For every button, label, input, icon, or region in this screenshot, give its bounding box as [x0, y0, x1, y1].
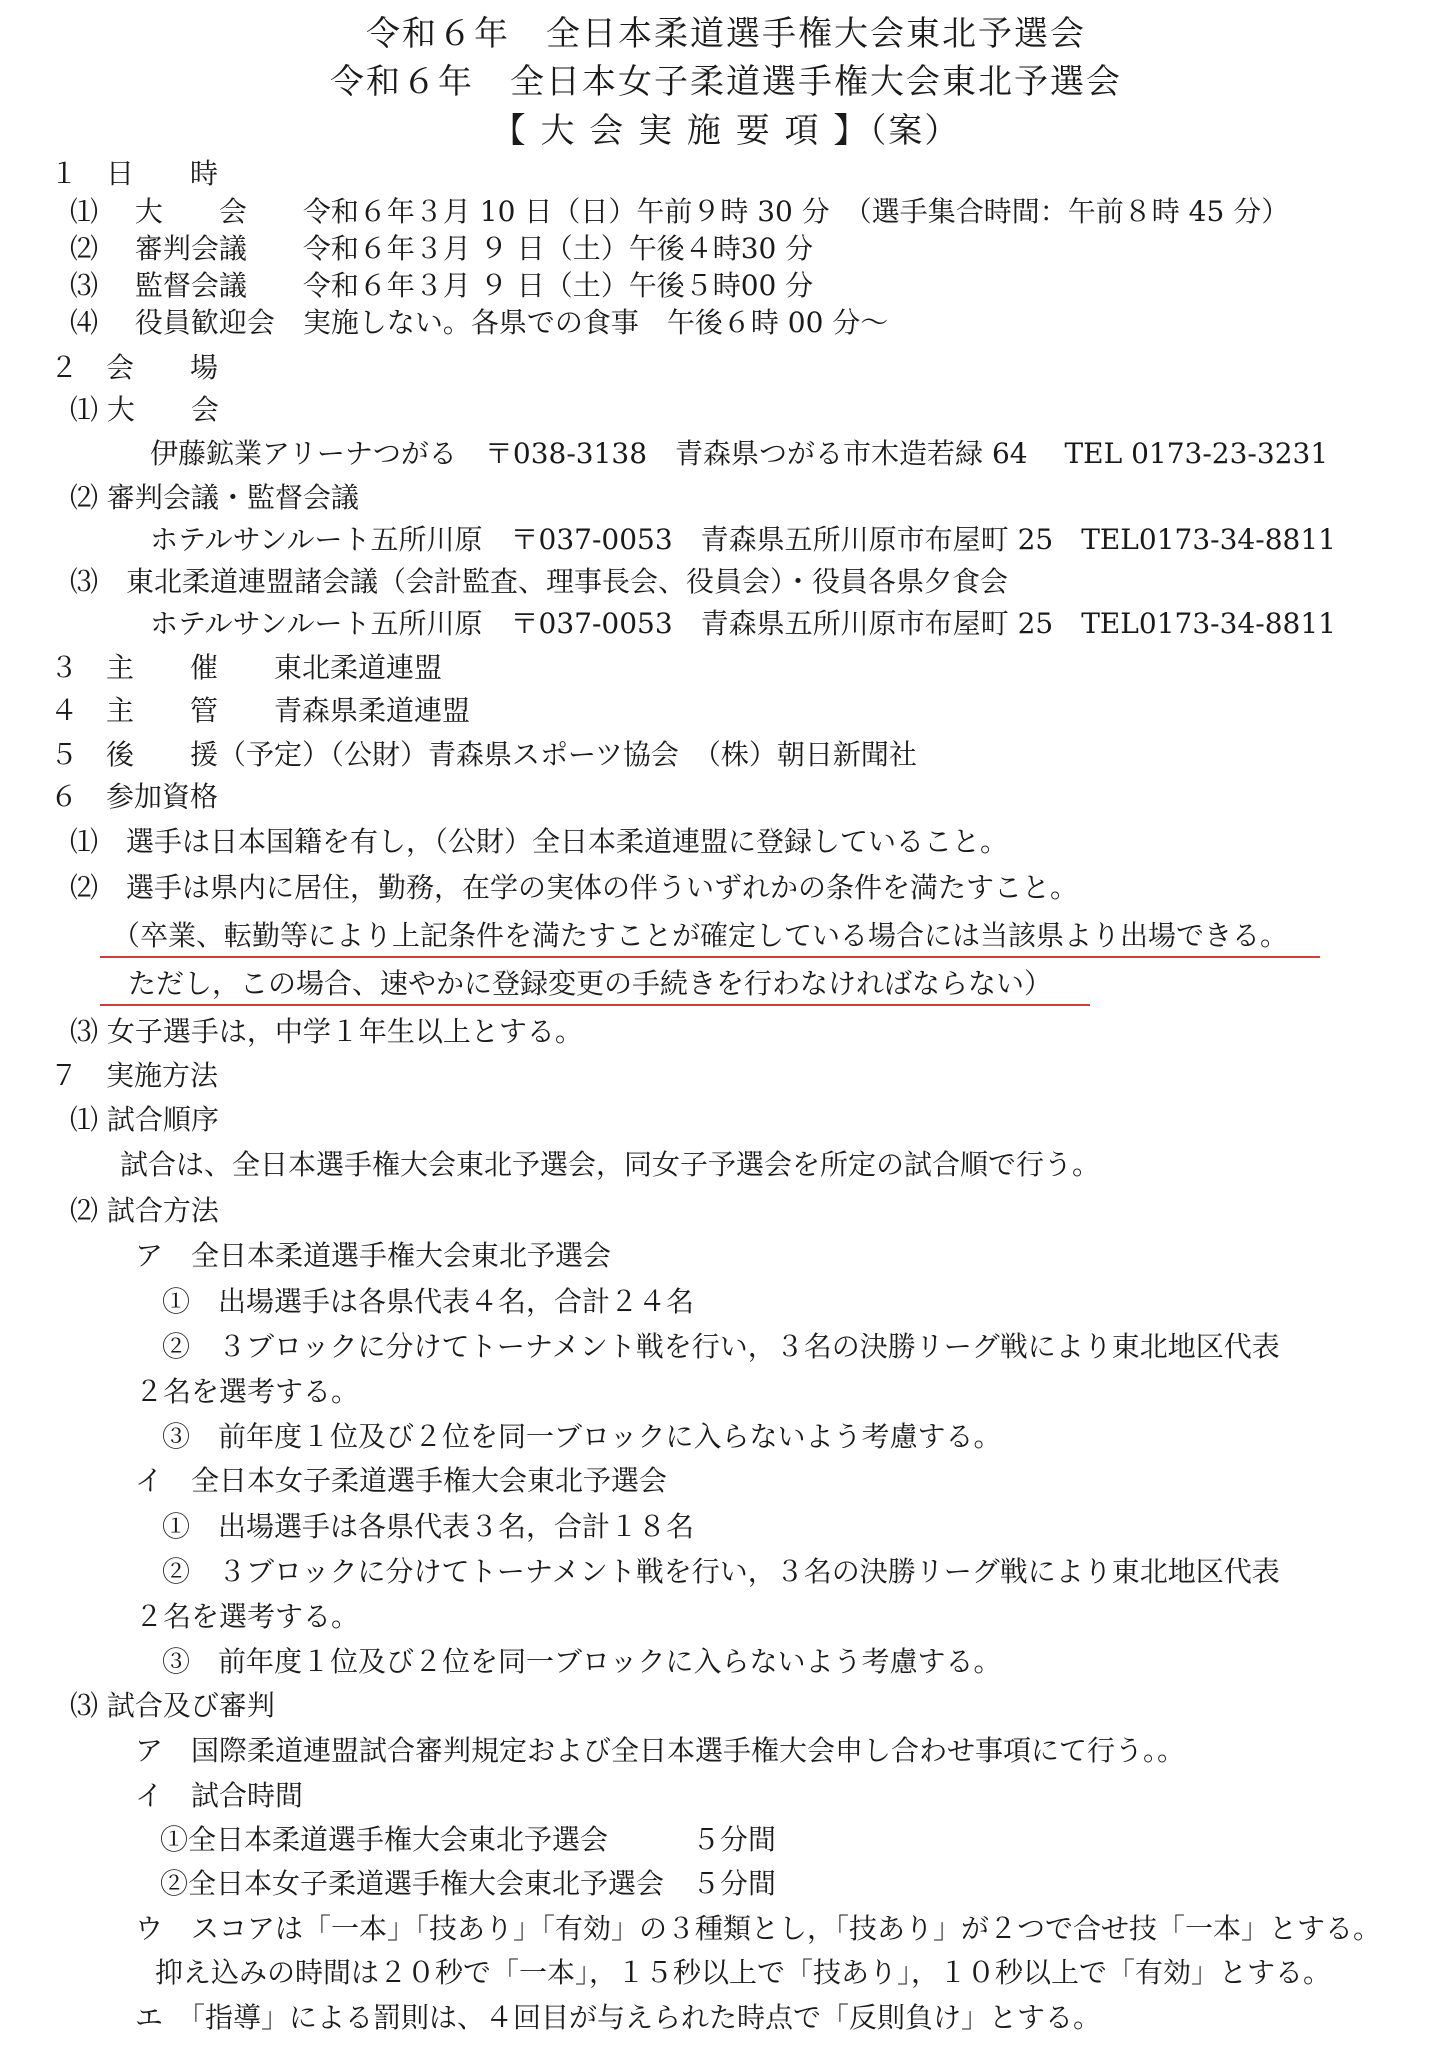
- title-line-2: 令和６年 全日本女子柔道選手権大会東北予選会: [330, 62, 1122, 102]
- list-item: ⑵ 試合方法: [70, 1194, 219, 1227]
- section-6-heading: ６ 参加資格: [50, 780, 219, 813]
- section-4-heading: ４ 主 管 青森県柔道連盟: [50, 694, 471, 727]
- list-item: ⑶ 試合及び審判: [70, 1689, 275, 1722]
- list-item: ③ 前年度１位及び２位を同一ブロックに入らないよう考慮する。: [162, 1645, 1002, 1678]
- underline-mark: [100, 1004, 1090, 1006]
- list-item: ②全日本女子柔道選手権大会東北予選会 ５分間: [160, 1867, 777, 1900]
- list-item: ①全日本柔道選手権大会東北予選会 ５分間: [160, 1823, 777, 1856]
- list-item: ⑶ 監督会議 令和６年３月 ９ 日（土）午後５時00 分: [70, 269, 814, 302]
- list-item: ⑵ 審判会議・監督会議: [70, 481, 359, 514]
- title-line-3: 【 大 会 実 施 要 項 】（案）: [491, 111, 961, 151]
- list-item: ２名を選考する。: [135, 1600, 360, 1633]
- list-item: ② ３ブロックに分けてトーナメント戦を行い，３名の決勝リーグ戦により東北地区代表: [162, 1330, 1280, 1363]
- hotel-address: ホテルサンルート五所川原 〒037-0053 青森県五所川原市布屋町 25 TEL0173-34-8811: [150, 523, 1336, 556]
- section-7-heading: ７ 実施方法: [50, 1059, 219, 1092]
- venue-address: 伊藤鉱業アリーナつがる 〒038-3138 青森県つがる市木造若緑 64 TEL 0173-23-3231: [150, 437, 1329, 470]
- list-item: ⑴ 大 会: [70, 393, 219, 426]
- list-item: ⑴ 選手は日本国籍を有し，（公財）全日本柔道連盟に登録していること。: [70, 825, 1009, 858]
- list-item: イ 試合時間: [135, 1779, 304, 1812]
- section-2-heading: ２ 会 場: [50, 351, 219, 384]
- list-item: ⑶ 東北柔道連盟諸会議（会計監査、理事長会、役員会）・役員各県夕食会: [70, 565, 1009, 598]
- list-item: 抑え込みの時間は２０秒で「一本」，１５秒以上で「技あり」，１０秒以上で「有効」とする。: [155, 1956, 1332, 1989]
- section-3-heading: ３ 主 催 東北柔道連盟: [50, 651, 443, 684]
- note-line: ただし，この場合、速やかに登録変更の手続きを行わなければならない）: [128, 967, 1053, 1000]
- list-item: ⑴ 大 会 令和６年３月 10 日（日）午前９時 30 分 （選手集合時間：午前８時 45 分）: [70, 195, 1290, 228]
- list-item: エ 「指導」による罰則は、４回目が与えられた時点で「反則負け」とする。: [135, 2001, 1102, 2034]
- underline-mark: [100, 956, 1320, 958]
- list-item: ② ３ブロックに分けてトーナメント戦を行い，３名の決勝リーグ戦により東北地区代表: [162, 1555, 1280, 1588]
- note-line: （卒業、転勤等により上記条件を満たすことが確定している場合には当該県より出場できる。: [112, 919, 1289, 952]
- section-5-heading: ５ 後 援（予定）（公財）青森県スポーツ協会 （株）朝日新聞社: [50, 738, 917, 771]
- subheading: ア 全日本柔道選手権大会東北予選会: [135, 1239, 612, 1272]
- list-item: ⑴ 試合順序: [70, 1103, 219, 1136]
- subheading: イ 全日本女子柔道選手権大会東北予選会: [135, 1464, 668, 1497]
- list-item: ア 国際柔道連盟試合審判規定および全日本選手権大会申し合わせ事項にて行う。。: [135, 1734, 1186, 1767]
- list-item: ③ 前年度１位及び２位を同一ブロックに入らないよう考慮する。: [162, 1420, 1002, 1453]
- list-item: ① 出場選手は各県代表４名，合計２４名: [162, 1285, 695, 1318]
- list-item: ２名を選考する。: [135, 1375, 360, 1408]
- paragraph: 試合は、全日本選手権大会東北予選会，同女子予選会を所定の試合順で行う。: [120, 1148, 1101, 1181]
- list-item: ウ スコアは「一本」「技あり」「有効」の３種類とし，「技あり」が２つで合せ技「一本」とする。: [135, 1912, 1382, 1945]
- list-item: ⑵ 選手は県内に居住，勤務，在学の実体の伴ういずれかの条件を満たすこと。: [70, 871, 1079, 904]
- title-line-1: 令和６年 全日本柔道選手権大会東北予選会: [366, 14, 1086, 54]
- list-item: ⑵ 審判会議 令和６年３月 ９ 日（土）午後４時30 分: [70, 232, 814, 265]
- list-item: ⑶ 女子選手は，中学１年生以上とする。: [70, 1015, 583, 1048]
- list-item: ① 出場選手は各県代表３名，合計１８名: [162, 1510, 695, 1543]
- hotel-address: ホテルサンルート五所川原 〒037-0053 青森県五所川原市布屋町 25 TEL0173-34-8811: [150, 607, 1336, 640]
- section-1-heading: １ 日 時: [50, 157, 219, 190]
- list-item: ⑷ 役員歓迎会 実施しない。各県での食事 午後６時 00 分〜: [70, 306, 889, 339]
